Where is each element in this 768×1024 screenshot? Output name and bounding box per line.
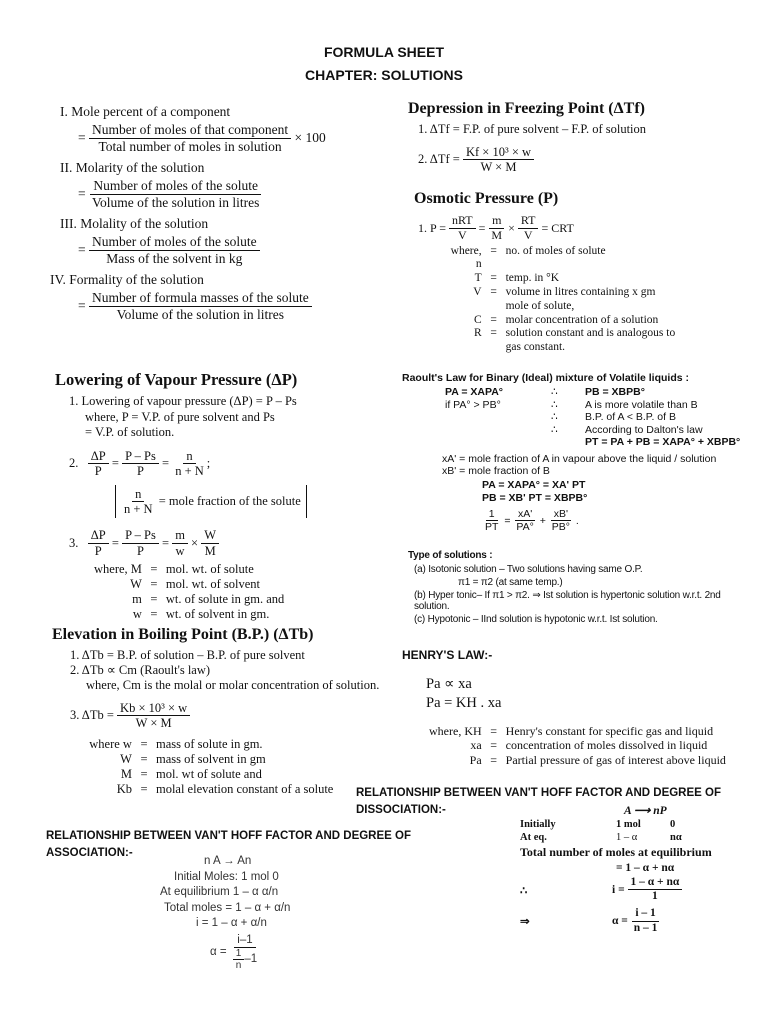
dissociation-r1-label: Initially [520,819,556,830]
pt-den: PT [485,521,499,534]
def-key: R [473,327,482,340]
freezing-eq1: 1. ΔTf = F.P. of pure solvent – F.P. of solution [418,122,647,136]
association-alpha-den-den: n [235,960,242,972]
mole-percent-den: Total number of moles in solution [98,138,282,154]
raoult-cell [442,411,548,424]
boiling-section [52,626,382,797]
raoult-cell: ∴ [551,398,558,411]
m-num: m [172,528,188,543]
raoult-cell: PB = XBPB° [585,386,645,398]
dp-num: ΔP [88,449,109,464]
henry-eq1: Pa ∝ xa [426,676,472,692]
osmotic-f2-den: M [491,227,503,242]
vapour-bracket [115,485,385,519]
def-value: wt. of solute in gm. and [165,592,285,607]
p-den: P [94,543,102,558]
vapour-title: Lowering of Vapour Pressure (ΔP) [55,370,298,389]
association-alpha-lhs: α = [210,945,227,958]
def-value: concentration of moles dissolved in liquid [505,738,708,753]
dissociation-a-sym: ⇒ [520,916,530,929]
vapour-eq3: 3. $\frac{\Delta P}{P}$ = $\frac{P - Ps}{P}$ = $\frac{m}{w}$ × $\frac{W}{M}$ [69,528,385,558]
def-value: volume in litres containing x gm mole of solute, [505,285,656,312]
types-section [408,550,748,625]
def-key: where, KH [429,724,482,738]
types-c: (c) Hypotonic – IInd solution is hypotonic w.r.t. Ist solution. [414,614,658,625]
osmotic-f1-den: V [457,227,467,242]
molarity-label: II. Molarity of the solution [60,160,205,176]
nN-den: n + N [124,502,153,516]
p-den: P [136,543,144,558]
henry-eq2: Pa = KH . xa [426,695,502,711]
boiling-eq1: 1. ΔTb = B.P. of solution – B.P. of pure solvent [70,648,305,662]
vapour-eq1c: = V.P. of solution. [85,425,175,440]
molarity-den: Volume of the solution in litres [92,194,260,210]
def-value: mol. wt of solute and [155,766,262,781]
osmotic-f3-den: V [523,227,533,242]
association-section [160,854,380,972]
pb-den: PB° [551,521,571,534]
vapour-section [55,370,385,622]
dissociation-r2-a: 1 – α [616,832,638,843]
mole-percent-num: Number of moles of that component [89,122,291,139]
boiling-eq2: 2. ΔTb ∝ Cm (Raoult's law) [70,663,211,677]
dissociation-total-eq: = 1 – α + nα [616,862,675,874]
raoult-eq-b: PB = XB' PT = XBPB° [482,491,588,504]
raoult-eq-a: PA = XAPA° = XA' PT [482,478,586,491]
def-key: w [132,607,142,622]
raoult-rows [442,386,743,449]
osmotic-f2-num: m [489,214,504,229]
xa-num: xA' [515,508,535,521]
dissociation-reaction: A ⟶ nP [624,805,667,817]
molarity-formula: = $\frac{\text{Number of moles of the solute}}{\text{Volume of the solution in litres}}$ [78,178,360,210]
freezing-eq2-den: W × M [480,160,517,175]
w-den: w [175,543,185,558]
mole-percent-formula: = $\frac{\text{Number of moles of that component}}{\text{Total number of moles in solution}}$ × 100 [78,122,326,154]
association-total: Total moles = 1 – α + α/n [164,901,291,914]
vapour-eq1b: where, P = V.P. of pure solvent and Ps [85,409,275,424]
vapour-eq3-lhs: 3. [69,535,79,550]
raoult-cell: ∴ [551,386,558,398]
formality-formula: = $\frac{\text{Number of formula masses of the solute}}{\text{Volume of the solution in litres}}$ [78,290,360,322]
concentration-section [50,104,360,322]
M-den: M [204,543,216,558]
dp-num: ΔP [88,528,109,543]
n-num: n [132,487,144,502]
boiling-eq3-den: W × M [135,716,172,731]
mole-percent-label: I. Mole percent of a component [60,104,231,119]
osmotic-defs: where, n = no. of moles of solute T = temp. in °K V = volume in litres containing x gm mole of solute, C = molar concentration of a solution R = solution constant and is analogous to gas constant. [442,245,682,355]
osmotic-title: Osmotic Pressure (P) [414,190,559,207]
freezing-eq2-lhs: 2. ΔTf = [418,152,460,167]
raoult-section [402,372,752,533]
boiling-title: Elevation in Boiling Point (B.P.) (ΔTb) [52,626,314,643]
raoult-cell [442,424,548,437]
boiling-eq3-num: Kb × 10³ × w [117,701,190,716]
raoult-eq-c: $\frac{1}{PT}$ = $\frac{xA'}{PA^\circ}$ + $\frac{xB'}{PB^\circ}$ . [482,508,752,533]
def-value: molal elevation constant of a solute [155,781,334,796]
pps-num: P – Ps [122,528,159,543]
boiling-eq2b: where, Cm is the molal or molar concentration of solution. [86,678,380,692]
mole-percent-tail: × 100 [294,130,326,146]
page-subtitle: CHAPTER: SOLUTIONS [305,67,463,83]
vapour-eq1: 1. Lowering of vapour pressure (ΔP) = P – Ps [69,394,297,408]
freezing-eq2-num: Kf × 10³ × w [463,145,534,160]
p-den: P [94,464,102,479]
freezing-title: Depression in Freezing Point (ΔTf) [408,100,645,117]
dissociation-i-sym: ∴ [520,884,528,897]
def-value: mol. wt. of solute [165,562,254,577]
dissociation-alpha-eq [520,907,760,934]
osmotic-eq-lhs: 1. P = [418,220,446,235]
raoult-cell: if PA° > PB° [445,398,501,411]
def-value: mass of solvent in gm [155,751,266,766]
molality-num: Number of moles of the solute [89,234,260,251]
molarity-num: Number of moles of the solute [90,178,261,195]
def-key: where, n [450,244,482,271]
def-key: Kb [116,781,132,796]
freezing-eq2 [418,145,748,175]
n-num: n [183,449,195,464]
def-key: T [474,272,482,285]
pps-num: P – Ps [122,449,159,464]
nN-den: n + N [175,464,204,479]
def-key: W [120,751,132,766]
def-key: M [120,766,132,781]
molality-den: Mass of the solvent in kg [106,250,243,266]
types-a2: π1 = π2 (at same temp.) [458,577,563,588]
dissociation-i-den: 1 [652,890,658,903]
types-title: Type of solutions : [408,550,493,561]
association-i-eq: i = 1 – α + α/n [196,917,267,930]
formality-label: IV. Formality of the solution [50,272,204,288]
p-den: P [136,464,144,479]
raoult-cell: B.P. of A < B.P. of B [585,411,676,424]
raoult-cell [442,436,548,449]
formality-den: Volume of the solution in litres [116,306,285,322]
def-value: mass of solute in gm. [155,736,263,751]
dissociation-r2-b: nα [670,832,682,843]
henry-section [402,648,752,767]
henry-defs: where, KH = Henry's constant for specific gas and liquid xa = concentration of moles dissolved in liquid Pa = Partial pressure of gas of interest above liquid [426,724,729,767]
association-equilibrium: At equilibrium 1 – α α/n [160,886,279,899]
def-value: wt. of solvent in gm. [165,607,270,622]
vapour-eq2: 2. $\frac{\Delta P}{P}$ = $\frac{P - Ps}{P}$ = $\frac{n}{n + N}$ ; [69,448,211,479]
raoult-line2: xB' = mole fraction of B [442,464,550,477]
dissociation-r1-a: 1 mol [616,819,641,830]
dissociation-title: RELATIONSHIP BETWEEN VAN'T HOFF FACTOR AND DEGREE OF DISSOCIATION:- [356,787,721,817]
dissociation-i-num: 1 – α + nα [628,876,683,890]
osmotic-f3-num: RT [518,214,539,229]
raoult-cell: PT = PA + PB = XAPA° + XBPB° [585,436,741,449]
def-value: mol. wt. of solvent [165,577,260,592]
def-value: Henry's constant for specific gas and liquid [505,724,714,738]
dissociation-total-label: Total number of moles at equilibrium [520,845,712,859]
association-alpha-den [230,948,260,972]
def-value: molar concentration of a solution [505,313,659,326]
association-alpha-den-tail: –1 [244,953,258,966]
W-num: W [201,528,219,543]
one-num: 1 [486,508,498,521]
association-initial: Initial Moles: 1 mol 0 [174,870,279,883]
types-b: (b) Hyper tonic– If π1 > π2. ⇒ Ist solution is hypertonic solution w.r.t. 2nd solution. [414,590,721,612]
raoult-cell: ∴ [551,411,558,424]
def-key: C [473,313,482,326]
xb-num: xB' [551,508,571,521]
raoult-cell [548,436,582,449]
def-value: solution constant and is analogous to gas constant. [505,327,676,354]
osmotic-eq-tail: = CRT [541,220,574,235]
boiling-eq3-lhs: 3. ΔTb = [70,708,114,723]
def-value: Partial pressure of gas of interest above liquid [505,752,726,767]
dissociation-a-lhs: α = [612,915,628,928]
boiling-eq3 [70,701,382,731]
raoult-cell: A is more volatile than B [585,398,698,411]
association-title: RELATIONSHIP BETWEEN VAN'T HOFF FACTOR AND DEGREE OF ASSOCIATION:- [46,830,411,860]
dissociation-i-lhs: i = [612,883,625,896]
def-key: where, M [94,562,142,577]
henry-title: HENRY'S LAW:- [402,648,493,662]
formality-num: Number of formula masses of the solute [89,290,312,307]
def-value: temp. in °K [505,272,560,285]
molality-label: III. Molality of the solution [60,216,209,232]
freezing-section [408,100,748,175]
vapour-eq2-lhs: 2. [69,456,79,471]
types-a: (a) Isotonic solution – Two solutions having same O.P. [414,564,643,575]
dissociation-r1-b: 0 [670,819,676,830]
def-key: m [132,592,142,607]
association-alpha-den-num: 1 [233,948,245,961]
def-key: V [473,285,482,298]
dissociation-a-num: i – 1 [632,907,658,921]
raoult-cell: PA = XAPA° [445,386,503,398]
dissociation-section [520,803,760,935]
def-key: W [130,577,142,592]
page-title: FORMULA SHEET [323,44,445,60]
raoult-cell: According to Dalton's law [585,423,703,436]
dissociation-r2-label: At eq. [520,832,547,843]
def-key: xa [470,738,482,753]
osmotic-eq: 1. P = $\frac{\text{nRT}}{V}$ = $\frac{m}{M}$ × $\frac{RT}{V}$ = CRT [418,213,574,242]
dissociation-i-eq [520,876,760,903]
def-value: no. of moles of solute [505,244,606,257]
dissociation-a-den: n – 1 [633,921,658,934]
association-alpha-num: i–1 [234,934,255,948]
association-reaction: n A → An [204,855,252,867]
raoult-line1: xA' = mole fraction of A in vapour above the liquid / solution [442,452,717,465]
bracket-text: = mole fraction of the solute [158,494,301,508]
pa-den: PA° [516,521,534,534]
def-key: where w [89,736,132,751]
vapour-defs: where, M = mol. wt. of solute W = mol. wt. of solvent m = wt. of solute in gm. and w = wt. of solvent in gm. [91,562,287,622]
osmotic-f1-num: nRT [449,214,476,229]
raoult-title: Raoult's Law for Binary (Ideal) mixture of Volatile liquids : [402,372,690,384]
association-alpha-eq [210,934,380,972]
def-key: Pa [469,752,482,767]
boiling-defs: where w = mass of solute in gm. W = mass of solvent in gm M = mol. wt of solute and Kb = molal elevation constant of a solute [80,737,360,797]
molality-formula: = $\frac{\text{Number of moles of the solute}}{\text{Mass of the solvent in kg}}$ [78,234,360,266]
osmotic-section [414,190,754,355]
raoult-cell: ∴ [551,423,558,436]
